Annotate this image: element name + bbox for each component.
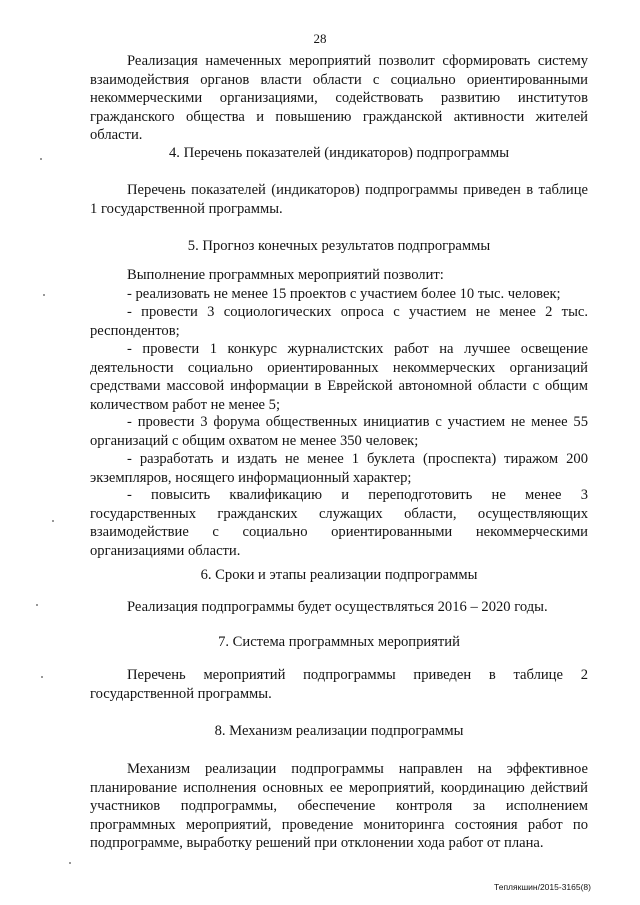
scan-speck: [43, 294, 45, 296]
section-6-paragraph: Реализация подпрограммы будет осуществляться 2016 – 2020 годы.: [127, 599, 548, 615]
result-item-4: - провести 3 форума общественных инициатив с участием не менее 55 организаций с общим охватом не менее 350 человек;: [90, 414, 588, 449]
section-8-heading: 8. Механизм реализации подпрограммы: [214, 723, 464, 739]
section-6-heading: 6. Сроки и этапы реализации подпрограммы: [200, 567, 478, 583]
section-5-intro: Выполнение программных мероприятий позволит:: [127, 267, 444, 283]
result-item-2: - провести 3 социологических опроса с участием не менее 2 тыс. респондентов;: [90, 304, 588, 339]
result-item-1: - реализовать не менее 15 проектов с участием более 10 тыс. человек;: [127, 286, 561, 302]
result-item-5: - разработать и издать не менее 1 буклета (проспекта) тиражом 200 экземпляров, носящего информационный характер;: [90, 451, 588, 486]
scan-speck: [36, 604, 38, 606]
section-4-paragraph: Перечень показателей (индикаторов) подпрограммы приведен в таблице 1 государственной программы.: [90, 182, 588, 217]
scan-speck: [40, 158, 42, 160]
result-item-6: - повысить квалификацию и переподготовить не менее 3 государственных гражданских служащих области, осуществляющих взаимодействие с социально ориентированными некоммерческими организациями области.: [90, 487, 588, 559]
document-footer-code: Теплякшин/2015-3165(8): [494, 882, 591, 892]
result-item-3: - провести 1 конкурс журналистских работ на лучшее освещение деятельности социально ориентированных некоммерческих организаций средствами массовой информации в Еврейской автономной области с общим количеством работ не менее 5;: [90, 341, 588, 413]
intro-paragraph: Реализация намеченных мероприятий позволит сформировать систему взаимодействия органов власти области с социально ориентированными некоммерческими организациями, содействовать развитию институтов гражданского общества и повышению гражданской активности жителей области.: [90, 53, 588, 143]
scan-speck: [41, 676, 43, 678]
page-number: 28: [313, 31, 327, 46]
section-7-heading: 7. Система программных мероприятий: [218, 634, 460, 650]
section-8-paragraph: Механизм реализации подпрограммы направлен на эффективное планирование исполнения основных ее мероприятий, координацию действий участников подпрограммы, обеспечение контроля за исполнением программных мероприятий, проведение мониторинга состояния работ по подпрограмме, выработку решений при отклонении хода работ от плана.: [90, 761, 588, 851]
section-7-paragraph: Перечень мероприятий подпрограммы приведен в таблице 2 государственной программы.: [90, 667, 588, 702]
scan-speck: [69, 862, 71, 864]
scan-speck: [52, 520, 54, 522]
section-5-heading: 5. Прогноз конечных результатов подпрограммы: [187, 238, 491, 254]
section-4-heading: 4. Перечень показателей (индикаторов) подпрограммы: [168, 145, 510, 161]
